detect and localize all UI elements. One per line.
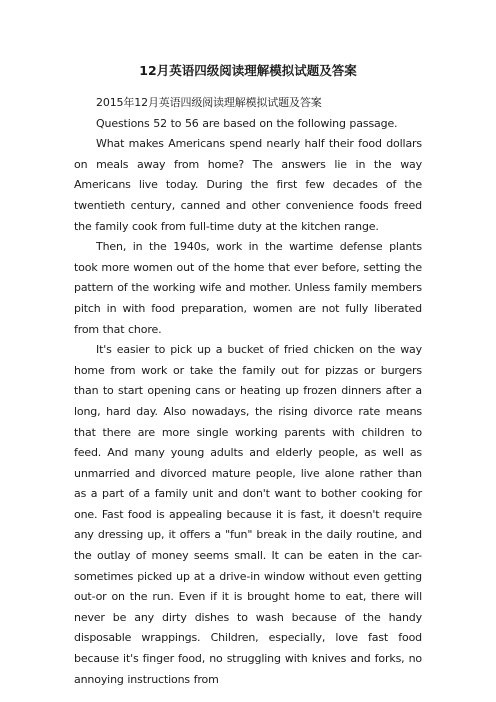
paragraph-instructions: Questions 52 to 56 are based on the following passage.: [96, 116, 398, 130]
paragraph-1: What makes Americans spend nearly half their food dollars on meals away from home? The answers lie in the way Americans live today. During the first few decades of the twentieth century, canned and other convenience foods freed the family cook from full-time duty at the kitchen range.: [74, 137, 422, 233]
document-title: 12月英语四级阅读理解模拟试题及答案: [139, 63, 357, 78]
document-body: [74, 93, 422, 690]
paragraph-3: It's easier to pick up a bucket of fried chicken on the way home from work or take the family out for pizzas or burgers than to start opening cans or heating up frozen dinners after a long, hard day. Also nowadays, the rising divorce rate means that there are more single working parents with children to feed. And many young adults and elderly people, as well as unmarried and divorced mature people, live alone rather than as a part of a family unit and don't want to bother cooking for one. Fast food is appealing because it is fast, it doesn't require any dressing up, it offers a "fun" break in the daily routine, and the outlay of money seems small. It can be eaten in the car-sometimes picked up at a drive-in window without even getting out-or on the run. Even if it is brought home to eat, there will never be any dirty dishes to wash because of the handy disposable wrappings. Children, especially, love fast food because it's finger food, no struggling with knives and forks, no annoying instructions from: [74, 343, 422, 686]
paragraph-2: Then, in the 1940s, work in the wartime defense plants took more women out of the home that ever before, setting the pattern of the working wife and mother. Unless family members pitch in with food preparation, women are not fully liberated from that chore.: [74, 240, 422, 336]
document-subtitle: 2015年12月英语四级阅读理解模拟试题及答案: [96, 96, 322, 109]
